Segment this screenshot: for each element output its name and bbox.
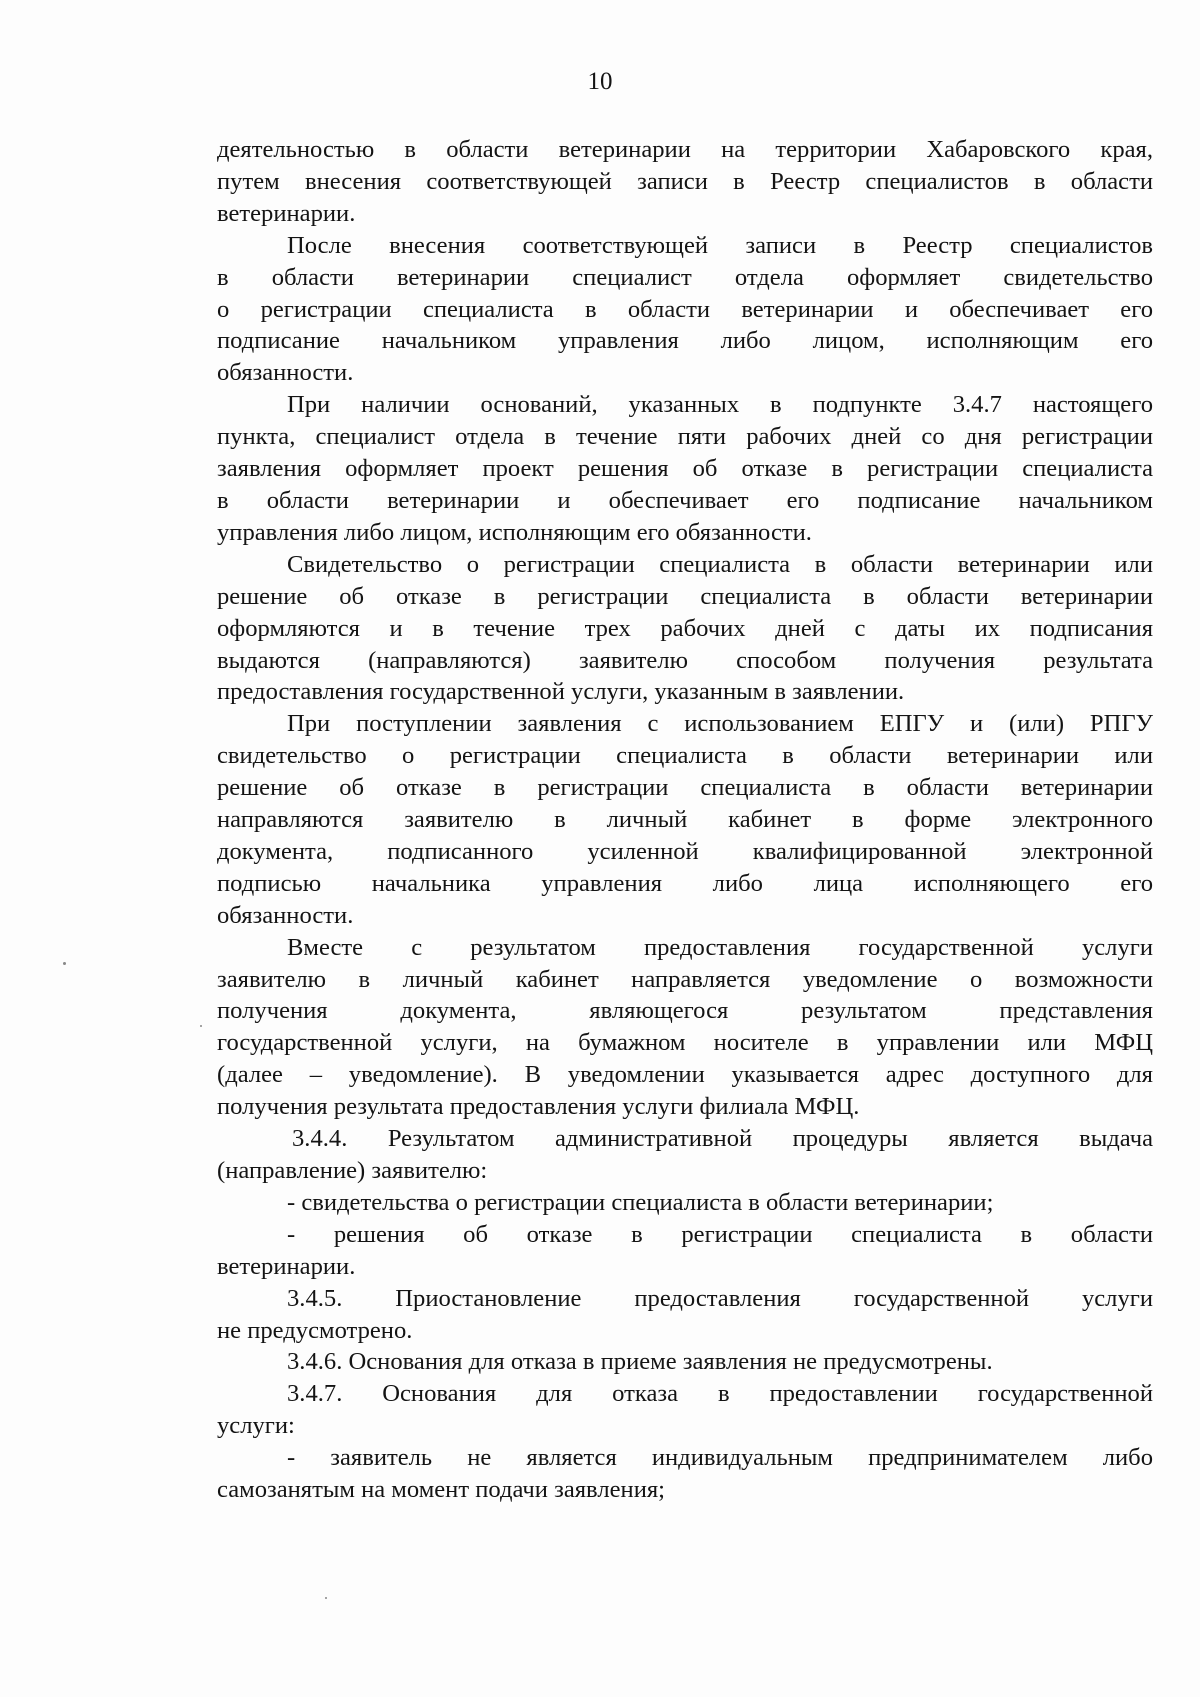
paragraph (217, 1346, 1153, 1378)
text-line: в области ветеринарии специалист отдела оформляет свидетельство (217, 263, 1153, 291)
paragraph (217, 1442, 1153, 1506)
paragraph (217, 389, 1153, 549)
text-line: в области ветеринарии и обеспечивает его подписание начальником (217, 486, 1153, 514)
text-line: (далее – уведомление). В уведомлении указывается адрес доступного для (217, 1061, 1153, 1089)
text-line: оформляются и в течение трех рабочих дней с даты их подписания (217, 614, 1153, 642)
text-line: пункта, специалист отдела в течение пяти рабочих дней со дня регистрации (217, 423, 1153, 451)
text-line: решение об отказе в регистрации специалиста в области ветеринарии (217, 582, 1153, 610)
text-line: получения результата предоставления услуги филиала МФЦ. (217, 1093, 860, 1121)
paragraph (217, 1378, 1153, 1442)
text-line: направляются заявителю в личный кабинет в форме электронного (217, 806, 1153, 834)
document-body (217, 134, 1153, 1506)
text-line: заявления оформляет проект решения об отказе в регистрации специалиста (217, 455, 1153, 483)
text-line: свидетельство о регистрации специалиста в области ветеринарии или (217, 742, 1153, 770)
text-line: После внесения соответствующей записи в Реестр специалистов (287, 231, 1153, 259)
text-line: не предусмотрено. (217, 1316, 413, 1344)
text-line: документа, подписанного усиленной квалифицированной электронной (217, 837, 1153, 865)
text-line: Свидетельство о регистрации специалиста в области ветеринарии или (287, 550, 1153, 578)
text-line: подписание начальником управления либо лицом, исполняющим его (217, 327, 1153, 355)
text-line: При наличии оснований, указанных в подпункте 3.4.7 настоящего (287, 391, 1153, 419)
paragraph (217, 1187, 1153, 1219)
text-line: (направление) заявителю: (217, 1157, 488, 1184)
paragraph (217, 932, 1153, 1123)
text-line: обязанности. (217, 901, 354, 929)
paragraph (217, 1283, 1153, 1347)
page-number: 10 (587, 68, 613, 95)
scan-speck (325, 1597, 327, 1599)
text-line: государственной услуги, на бумажном носителе в управлении или МФЦ (217, 1029, 1153, 1057)
text-line: заявителю в личный кабинет направляется уведомление о возможности (217, 965, 1153, 993)
text-line: решение об отказе в регистрации специалиста в области ветеринарии (217, 774, 1153, 802)
text-line: ветеринарии. (217, 1252, 356, 1280)
text-line: деятельностью в области ветеринарии на территории Хабаровского края, (217, 136, 1153, 163)
paragraph (217, 1219, 1153, 1283)
text-line: При поступлении заявления с использованием ЕПГУ и (или) РПГУ (287, 710, 1153, 738)
text-line: - заявитель не является индивидуальным предпринимателем либо (287, 1444, 1153, 1472)
text-line: подписью начальника управления либо лица исполняющего его (217, 869, 1153, 897)
text-line: 3.4.7. Основания для отказа в предоставлении государственной (287, 1380, 1153, 1408)
paragraph (217, 1123, 1153, 1187)
text-line: - свидетельства о регистрации специалиста в области ветеринарии; (287, 1188, 994, 1216)
text-line: управления либо лицом, исполняющим его обязанности. (217, 518, 812, 546)
text-line: Вместе с результатом предоставления государственной услуги (287, 933, 1153, 961)
text-line: обязанности. (217, 359, 354, 387)
text-line: путем внесения соответствующей записи в Реестр специалистов в области (217, 167, 1153, 195)
paragraph (217, 134, 1153, 230)
text-line: о регистрации специалиста в области ветеринарии и обеспечивает его (217, 295, 1153, 323)
paragraph (217, 708, 1153, 931)
text-line: - решения об отказе в регистрации специалиста в области (287, 1220, 1153, 1248)
text-line: получения документа, являющегося результатом представления (217, 997, 1153, 1025)
text-line: самозанятым на момент подачи заявления; (217, 1476, 665, 1504)
paragraph (217, 230, 1153, 390)
text-line: предоставления государственной услуги, указанным в заявлении. (217, 678, 905, 706)
text-line: услуги: (217, 1412, 295, 1440)
text-line: 3.4.4. Результатом административной процедуры является выдача (292, 1125, 1153, 1153)
text-line: выдаются (направляются) заявителю способом получения результата (217, 646, 1153, 674)
text-line: 3.4.6. Основания для отказа в приеме заявления не предусмотрены. (287, 1348, 993, 1376)
scan-speck (200, 1025, 202, 1027)
text-line: ветеринарии. (217, 199, 356, 227)
text-line: 3.4.5. Приостановление предоставления государственной услуги (287, 1284, 1153, 1312)
scan-speck (63, 962, 66, 965)
paragraph (217, 549, 1153, 709)
